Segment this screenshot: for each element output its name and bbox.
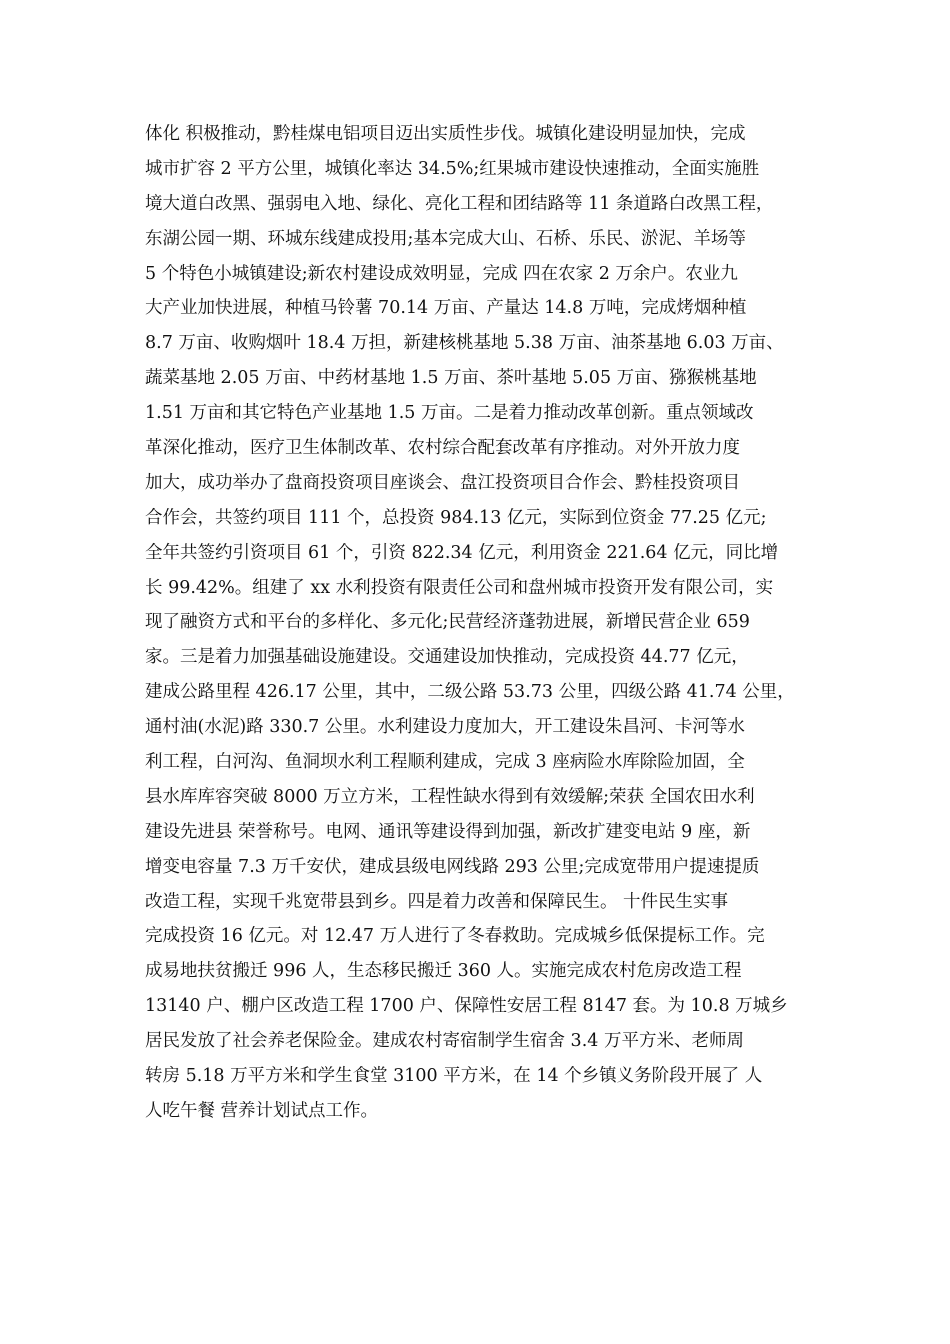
text-line: 建设先进县 荣誉称号。电网、通讯等建设得到加强，新改扩建变电站 9 座，新 — [145, 821, 751, 842]
text-line: 改造工程，实现千兆宽带县到乡。四是着力改善和保障民生。 十件民生实事 — [145, 891, 729, 912]
text-line: 居民发放了社会养老保险金。建成农村寄宿制学生宿舍 3.4 万平方米、老师周 — [145, 1031, 744, 1052]
text-line: 合作会，共签约项目 111 个，总投资 984.13 亿元，实际到位资金 77.25 亿元; — [145, 507, 767, 528]
text-line: 县水库库容突破 8000 万立方米，工程性缺水得到有效缓解;荣获 全国农田水利 — [145, 786, 755, 807]
text-line: 全年共签约引资项目 61 个，引资 822.34 亿元，利用资金 221.64 亿元，同比增 — [145, 542, 779, 563]
text-line: 体化 积极推动，黔桂煤电铝项目迈出实质性步伐。城镇化建设明显加快，完成 — [145, 124, 746, 144]
text-line: 蔬菜基地 2.05 万亩、中药材基地 1.5 万亩、茶叶基地 5.05 万亩、猕猴桃基地 — [145, 368, 757, 389]
text-line: 现了融资方式和平台的多样化、多元化;民营经济蓬勃进展，新增民营企业 659 — [145, 612, 750, 633]
text-line: 转房 5.18 万平方米和学生食堂 3100 平方米，在 14 个乡镇义务阶段开展了 人 — [145, 1066, 763, 1087]
text-line: 东湖公园一期、环城东线建成投用;基本完成大山、石桥、乐民、淤泥、羊场等 — [145, 228, 746, 249]
text-line: 13140 户、棚户区改造工程 1700 户、保障性安居工程 8147 套。为 10.8 万城乡 — [145, 996, 788, 1017]
text-line: 8.7 万亩、收购烟叶 18.4 万担，新建核桃基地 5.38 万亩、油茶基地 6.03 万亩、 — [145, 333, 784, 354]
body-text — [145, 117, 817, 1129]
text-line: 1.51 万亩和其它特色产业基地 1.5 万亩。二是着力推动改革创新。重点领域改 — [145, 403, 754, 424]
text-line: 5 个特色小城镇建设;新农村建设成效明显，完成 四在农家 2 万余户。农业九 — [145, 263, 738, 284]
text-line: 革深化推动，医疗卫生体制改革、农村综合配套改革有序推动。对外开放力度 — [145, 438, 740, 459]
text-line: 增变电容量 7.3 万千安伏，建成县级电网线路 293 公里;完成宽带用户提速提质 — [145, 856, 760, 877]
text-line: 长 99.42%。组建了 xx 水利投资有限责任公司和盘州城市投资开发有限公司，实 — [145, 577, 774, 598]
text-line: 利工程，白河沟、鱼洞坝水利工程顺利建成，完成 3 座病险水库除险加固，全 — [145, 752, 745, 773]
text-line: 建成公路里程 426.17 公里，其中，二级公路 53.73 公里，四级公路 41.74 公里， — [145, 682, 795, 703]
text-line: 大产业加快进展，种植马铃薯 70.14 万亩、产量达 14.8 万吨，完成烤烟种植 — [145, 298, 747, 319]
text-line: 家。三是着力加强基础设施建设。交通建设加快推动，完成投资 44.77 亿元， — [145, 647, 749, 668]
text-line: 完成投资 16 亿元。对 12.47 万人进行了冬春救助。完成城乡低保提标工作。完 — [145, 926, 765, 947]
text-line: 人吃午餐 营养计划试点工作。 — [145, 1100, 379, 1121]
text-line: 成易地扶贫搬迁 996 人，生态移民搬迁 360 人。实施完成农村危房改造工程 — [145, 961, 742, 982]
text-line: 加大，成功举办了盘商投资项目座谈会、盘江投资项目合作会、黔桂投资项目 — [145, 472, 740, 493]
text-line: 境大道白改黑、强弱电入地、绿化、亮化工程和团结路等 11 条道路白改黑工程， — [145, 193, 774, 214]
text-line: 通村油(水泥)路 330.7 公里。水利建设力度加大，开工建设朱昌河、卡河等水 — [145, 717, 745, 738]
text-line: 城市扩容 2 平方公里，城镇化率达 34.5%;红果城市建设快速推动，全面实施胜 — [145, 158, 760, 179]
